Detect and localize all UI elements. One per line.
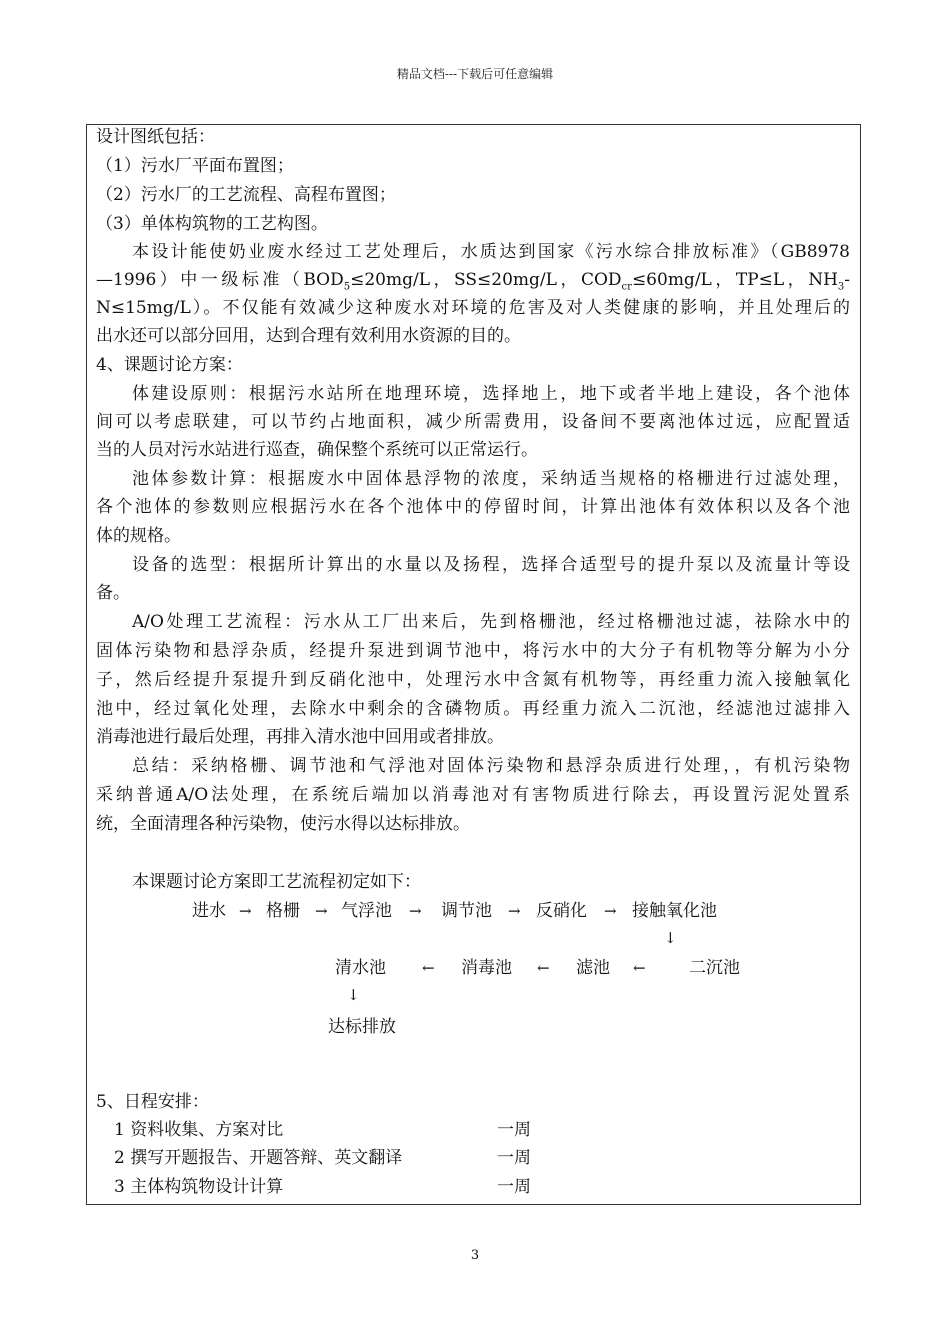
paragraph-line: 本设计能使奶业废水经过工艺处理后，水质达到国家《污水综合排放标准》（GB8978 [132,242,850,262]
schedule-item-duration: 一周 [497,1120,531,1140]
arrow-left-icon: ← [537,959,550,977]
flow-node-secondary-clarifier: 二沉池 [689,958,740,978]
page-number: 3 [470,1248,480,1263]
paragraph-line: N≤15mg/L）。不仅能有效减少这种废水对环境的危害及对人类健康的影响，并且处理后的 [96,298,850,318]
schedule-item-task: 1 资料收集、方案对比 [114,1120,284,1140]
flow-node-disinfection-tank: 消毒池 [461,958,512,978]
paragraph-line: 池中，经过氧化处理，去除水中剩余的含磷物质。再经重力流入二沉池，经滤池过滤排入 [96,699,850,719]
schedule-item-duration: 一周 [497,1148,531,1168]
arrow-right-icon: → [315,902,328,920]
flow-node-filter-tank: 滤池 [576,958,610,978]
flow-node-equalization-tank: 调节池 [441,901,492,921]
flow-node-inflow: 进水 [192,901,226,921]
arrow-right-icon: → [508,902,521,920]
paragraph-line: 子，然后经提升泵提升到反硝化池中，处理污水中含氮有机物等，再经重力流入接触氧化 [96,670,850,690]
arrow-left-icon: ← [633,959,646,977]
paragraph-line: 间可以考虑联建，可以节约占地面积，减少所需费用，设备间不要离池体过远，应配置适 [96,412,850,432]
arrow-right-icon: → [604,902,617,920]
arrow-down-icon: ↓ [664,929,677,947]
arrow-right-icon: → [239,902,252,920]
paragraph-line: —1996）中一级标准（$BOD_5\le 20mg/L$，SS≤20mg/L，$COD_{cr}\le 60mg/L$，TP≤L，$NH_3-$ [96,270,851,293]
drawing-item-1: （1）污水厂平面布置图； [96,156,294,176]
paragraph-line: 体建设原则：根据污水站所在地理环境，选择地上，地下或者半地上建设，各个池体 [132,384,850,404]
paragraph-line: 设备的选型：根据所计算出的水量以及扬程，选择合适型号的提升泵以及流量计等设 [132,555,850,575]
drawing-item-2: （2）污水厂的工艺流程、高程布置图； [96,185,396,205]
paragraph-line: 体的规格。 [96,526,181,546]
design-drawings-heading: 设计图纸包括： [96,127,215,147]
flow-node-screen: 格栅 [266,901,300,921]
flow-node-denitrification: 反硝化 [536,901,587,921]
arrow-left-icon: ← [422,959,435,977]
paragraph-line: 各个池体的参数则应根据污水在各个池体中的停留时间，计算出池体有效体积以及各个池 [96,497,850,517]
schedule-item-task: 2 撰写开题报告、开题答辩、英文翻译 [114,1148,403,1168]
page-header: 精品文档---下载后可任意编辑 [396,67,554,81]
paragraph-line: A/O处理工艺流程：污水从工厂出来后，先到格栅池，经过格栅池过滤，祛除水中的 [132,612,850,632]
paragraph-line: 池体参数计算：根据废水中固体悬浮物的浓度，采纳适当规格的格栅进行过滤处理， [132,469,850,489]
schedule-item-duration: 一周 [497,1177,531,1197]
section-4-heading: 4、课题讨论方案： [96,355,243,375]
paragraph-line: 统，全面清理各种污染物，使污水得以达标排放。 [96,814,470,834]
paragraph-line: 当的人员对污水站进行巡查，确保整个系统可以正常运行。 [96,440,538,460]
flow-node-discharge: 达标排放 [328,1017,396,1037]
arrow-right-icon: → [409,902,422,920]
flow-node-contact-oxidation-tank: 接触氧化池 [632,901,717,921]
paragraph-line: 总结：采纳格栅、调节池和气浮池对固体污染物和悬浮杂质进行处理，，有机污染物 [132,756,850,776]
arrow-down-icon: ↓ [347,986,360,1004]
section-5-heading: 5、日程安排： [96,1092,209,1112]
paragraph-line: 采纳普通A/O法处理，在系统后端加以消毒池对有害物质进行除去，再设置污泥处置系 [96,785,850,805]
paragraph-line: 出水还可以部分回用，达到合理有效利用水资源的目的。 [96,326,521,346]
drawing-item-3: （3）单体构筑物的工艺构图。 [96,214,328,234]
flowchart-intro: 本课题讨论方案即工艺流程初定如下： [132,872,421,892]
flow-node-flotation-tank: 气浮池 [341,901,392,921]
paragraph-line: 固体污染物和悬浮杂质，经提升泵进到调节池中，将污水中的大分子有机物等分解为小分 [96,641,850,661]
paragraph-line: 消毒池进行最后处理，再排入清水池中回用或者排放。 [96,727,504,747]
paragraph-line: 备。 [96,583,130,603]
schedule-item-task: 3 主体构筑物设计计算 [114,1177,284,1197]
flow-node-clear-water-tank: 清水池 [335,958,386,978]
